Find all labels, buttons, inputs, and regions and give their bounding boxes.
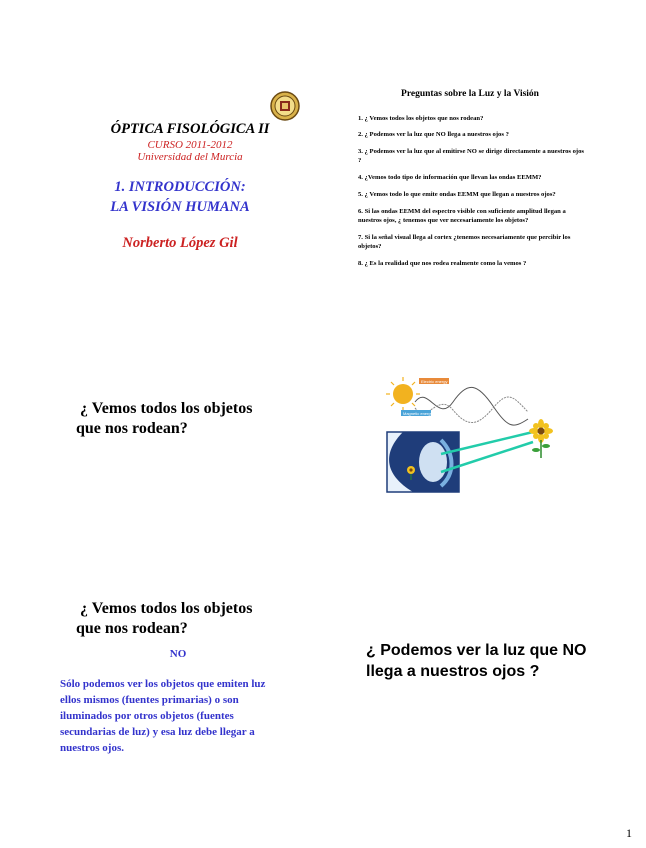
- slide5-question-line1: ¿ Vemos todos los objetos: [80, 600, 253, 617]
- sun-icon: [386, 377, 420, 411]
- slide5-answer: NO: [169, 648, 187, 660]
- magnetic-energy-label: Magnetic energy: [403, 411, 433, 416]
- chapter-heading-line1: 1. INTRODUCCIÓN:: [114, 179, 246, 195]
- questions-title: Preguntas sobre la Luz y la Visión: [401, 89, 539, 99]
- question-item: 2. ¿ Podemos ver la luz que NO llega a nuestros ojos ?: [358, 131, 509, 138]
- question-item: 5. ¿ Vemos todo lo que emite ondas EEMM que llegan a nuestros ojos?: [358, 191, 556, 198]
- eye-light-diagram: [363, 374, 563, 494]
- course-year: CURSO 2011-2012: [147, 139, 233, 151]
- eye-icon: [387, 432, 459, 492]
- slide6-question-line1: ¿ Podemos ver la luz que NO: [366, 642, 587, 659]
- explanation-line: iluminados por otros objetos (fuentes: [60, 710, 234, 722]
- question-item: 8. ¿ Es la realidad que nos rodea realmente como la vemos ?: [358, 260, 527, 267]
- explanation-line: ellos mismos (fuentes primarias) o son: [60, 694, 239, 706]
- slide5-question-line2: que nos rodean?: [76, 620, 188, 637]
- slide3-question-line2: que nos rodean?: [76, 420, 188, 437]
- explanation-line: nuestros ojos.: [60, 742, 124, 754]
- university-seal-icon: [270, 91, 300, 121]
- electric-energy-label: Electric energy: [421, 379, 448, 384]
- sunflower-icon: [529, 419, 553, 458]
- slide3-question-line1: ¿ Vemos todos los objetos: [80, 400, 253, 417]
- course-title: ÓPTICA FISOLÓGICA II: [110, 121, 270, 137]
- explanation-line: secundarias de luz) y esa luz debe llegar a: [60, 726, 255, 738]
- explanation-line: Sólo podemos ver los objetos que emiten luz: [60, 678, 266, 690]
- question-item: 7. Si la señal visual llega al cortex ¿tenemos necesariamente que percibir los objetos?: [358, 234, 571, 250]
- university-name: Universidad del Murcia: [137, 151, 243, 163]
- chapter-heading-line2: LA VISIÓN HUMANA: [110, 199, 250, 215]
- question-item: 3. ¿ Podemos ver la luz que al emitirse NO se dirige directamente a nuestros ojos ?: [358, 148, 584, 164]
- author-name: Norberto López Gil: [122, 235, 238, 251]
- questions-list: [358, 114, 584, 276]
- page-number: 1: [626, 826, 632, 840]
- slide5-explanation: [60, 676, 306, 756]
- question-item: 4. ¿Vemos todo tipo de información que llevan las ondas EEMM?: [358, 174, 542, 181]
- question-item: 6. Si las ondas EEMM del espectro visible con suficiente amplitud llegan a nuestros ojos, ¿ tenemos que ver necesariamente los objetos?: [358, 208, 566, 224]
- slide6-question-line2: llega a nuestros ojos ?: [366, 663, 540, 680]
- question-item: 1. ¿ Vemos todos los objetos que nos rodean?: [358, 115, 484, 122]
